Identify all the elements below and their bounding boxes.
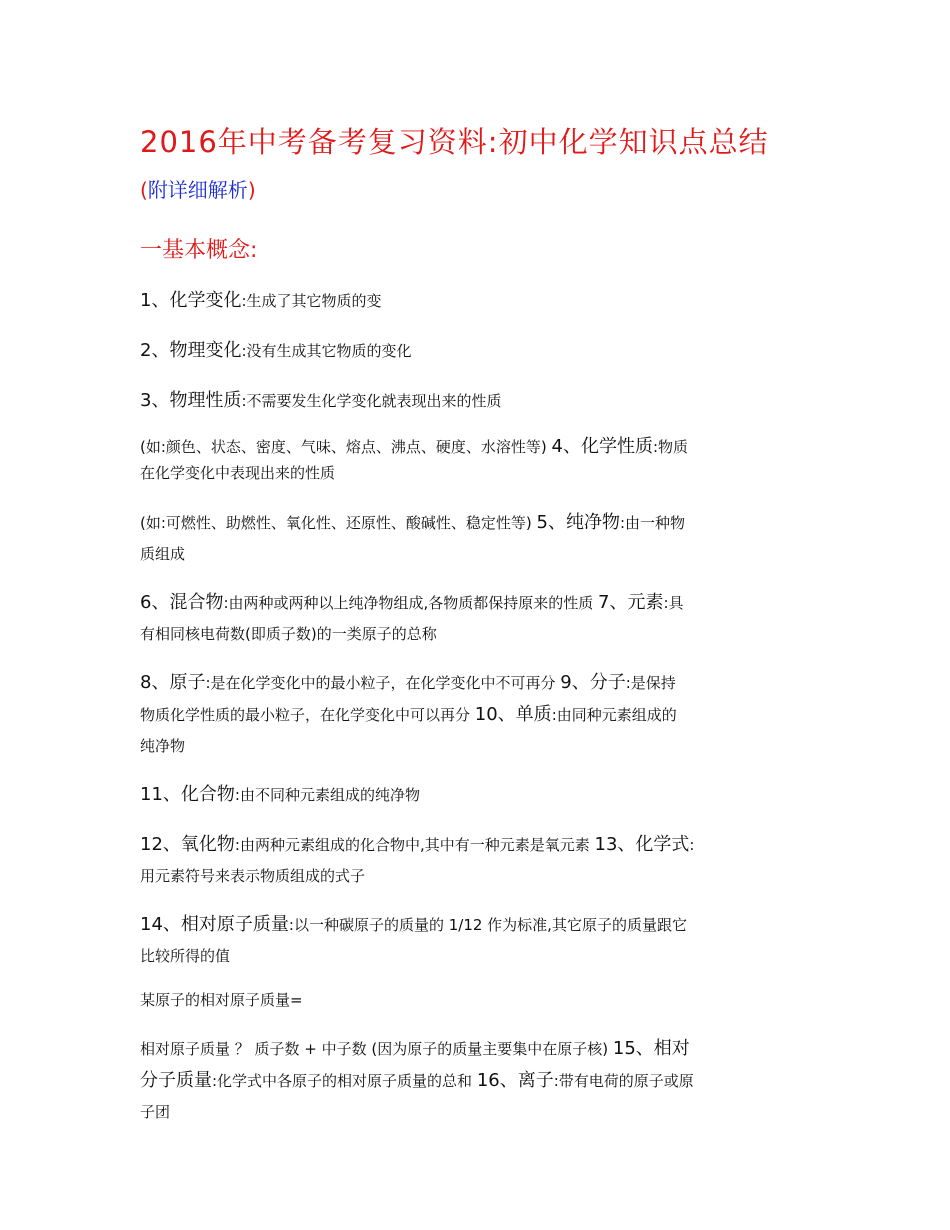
paragraph-item-8-10 bbox=[140, 667, 820, 762]
term-label: 3、物理性质 bbox=[140, 390, 242, 411]
formula-text: 相对原子质量 ？ 质子数 + 中子数 (因为原子的质量主要集中在原子核) bbox=[140, 1040, 613, 1058]
definition-text: :由两种元素组成的化合物中,其中有一种元素是氧元素 bbox=[234, 836, 595, 854]
term-label: 13、化学式 bbox=[594, 834, 690, 855]
definition-continued: 质组成 bbox=[140, 545, 186, 563]
term-label: 8、原子 bbox=[140, 672, 206, 693]
term-label: 7、元素 bbox=[598, 592, 664, 613]
definition-text: :由一种物 bbox=[619, 514, 686, 532]
definition-text: :由两种或两种以上纯净物组成,各物质都保持原来的性质 bbox=[223, 594, 599, 612]
definition-continued: 用元素符号来表示物质组成的式子 bbox=[140, 867, 366, 885]
term-label: 6、混合物 bbox=[140, 592, 224, 613]
definition-text: :带有电荷的原子或原 bbox=[553, 1072, 694, 1090]
definition-text: :是在化学变化中的最小粒子，在化学变化中不可再分 bbox=[205, 674, 561, 692]
example-text: (如:可燃性、助燃性、氧化性、还原性、酸碱性、稳定性等) bbox=[140, 514, 537, 532]
subtitle-open-paren: ( bbox=[140, 178, 148, 202]
definition-text: :物质 bbox=[652, 438, 689, 456]
paragraph-item-6-7 bbox=[140, 587, 820, 650]
term-label: 10、单质 bbox=[474, 704, 552, 725]
definition-text: : bbox=[689, 836, 695, 854]
subtitle-close-paren: ) bbox=[247, 178, 256, 202]
term-label: 5、纯净物 bbox=[536, 512, 620, 533]
definition-continued: 比较所得的值 bbox=[140, 947, 231, 965]
document-subtitle bbox=[140, 174, 256, 203]
term-label: 4、化学性质 bbox=[551, 436, 653, 457]
term-label: 16、离子 bbox=[476, 1070, 554, 1091]
definition-text: :化学式中各原子的相对原子质量的总和 bbox=[212, 1072, 477, 1090]
definition-text: :由同种元素组成的 bbox=[551, 706, 677, 724]
term-label: 12、氧化物 bbox=[140, 834, 235, 855]
term-label: 1、化学变化 bbox=[140, 290, 242, 311]
definition-text: :不需要发生化学变化就表现出来的性质 bbox=[241, 392, 502, 410]
term-label: 15、相对 bbox=[612, 1038, 690, 1059]
paragraph-item-11 bbox=[140, 779, 820, 811]
paragraph-item-12-13 bbox=[140, 829, 820, 892]
definition-text: :由不同种元素组成的纯净物 bbox=[234, 786, 420, 804]
paragraph-item-15-16 bbox=[140, 1033, 820, 1128]
definition-text: :以一种碳原子的质量的 1/12 作为标准,其它原子的质量跟它 bbox=[288, 916, 687, 934]
paragraph-item-5 bbox=[140, 507, 820, 570]
definition-continued: 在化学变化中表现出来的性质 bbox=[140, 464, 336, 482]
term-label: 分子质量 bbox=[140, 1070, 212, 1091]
definition-text: :是保持 bbox=[625, 674, 676, 692]
term-label: 11、化合物 bbox=[140, 784, 235, 805]
definition-continued: 物质化学性质的最小粒子，在化学变化中可以再分 bbox=[140, 706, 475, 724]
subtitle-text: 附详细解析 bbox=[147, 178, 248, 202]
term-label: 2、物理变化 bbox=[140, 340, 242, 361]
definition-text: :具 bbox=[663, 594, 684, 612]
definition-text: :没有生成其它物质的变化 bbox=[241, 342, 412, 360]
paragraph-item-4 bbox=[140, 431, 820, 489]
paragraph-item-2 bbox=[140, 335, 820, 367]
section-heading: 一基本概念: bbox=[140, 238, 258, 263]
document-title: 2016年中考备考复习资料:初中化学知识点总结 bbox=[140, 125, 769, 159]
paragraph-item-1 bbox=[140, 285, 820, 317]
paragraph-item-3 bbox=[140, 385, 820, 417]
paragraph-item-14 bbox=[140, 909, 820, 972]
term-label: 9、分子 bbox=[560, 672, 626, 693]
definition-text: :生成了其它物质的变 bbox=[241, 292, 382, 310]
example-text: (如:颜色、状态、密度、气味、熔点、沸点、硬度、水溶性等) bbox=[140, 438, 552, 456]
definition-continued: 子团 bbox=[140, 1103, 171, 1121]
formula-label: 某原子的相对原子质量= bbox=[140, 991, 303, 1009]
definition-continued: 纯净物 bbox=[140, 737, 186, 755]
definition-continued: 有相同核电荷数(即质子数)的一类原子的总称 bbox=[140, 625, 437, 643]
term-label: 14、相对原子质量 bbox=[140, 914, 289, 935]
